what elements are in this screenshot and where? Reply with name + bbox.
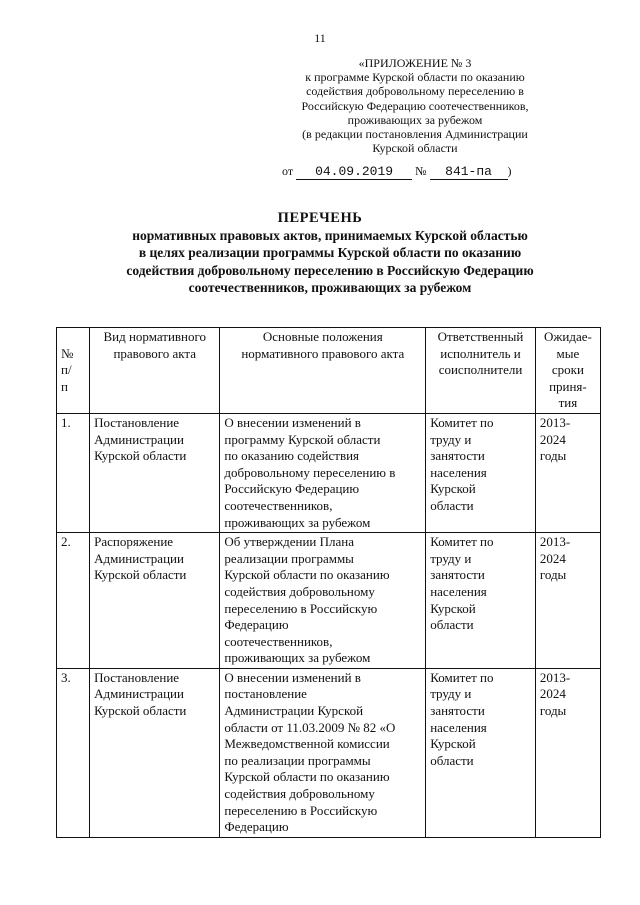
table-row — [57, 413, 601, 532]
row-resp-line: труду и — [430, 550, 472, 566]
row-main-line: Об утверждении Плана — [224, 534, 355, 550]
row-main-line: Администрации Курской — [224, 703, 364, 719]
row-resp-line: Курской — [430, 736, 476, 752]
row-main-line: Курской области по оказанию — [224, 769, 390, 785]
row-type — [90, 533, 220, 669]
header-type-line: правового акта — [113, 345, 197, 361]
row-resp-line: занятости — [430, 703, 485, 719]
row-main-line: реализации программы — [224, 550, 354, 566]
row-type-line: Постановление — [94, 414, 180, 430]
row-resp-line: Комитет по — [430, 414, 494, 430]
row-term — [535, 413, 600, 532]
appendix-line: к программе Курской области по оказанию — [305, 70, 525, 85]
header-term — [535, 328, 600, 414]
row-main-line: соотечественников, — [224, 633, 333, 649]
row-resp-line: области — [430, 497, 474, 513]
row-resp-line: области — [430, 752, 474, 768]
row-main-line: Межведомственной комиссии — [224, 736, 390, 752]
row-main-line: Российскую Федерацию — [224, 481, 360, 497]
header-resp-line: Ответственный — [437, 329, 524, 344]
row-num: 3. — [57, 668, 90, 837]
header-main-line: Основные положения — [262, 329, 383, 344]
row-main-line: программу Курской области — [224, 431, 381, 447]
row-main-line: проживающих за рубежом — [224, 514, 371, 530]
subtitle-line: в целях реализации программы Курской области по оказанию — [138, 245, 522, 261]
header-type-line: Вид нормативного — [103, 329, 207, 344]
row-main-line: соотечественников, — [224, 497, 333, 513]
header-term-line: приня- — [549, 378, 587, 394]
row-resp-line: Курской — [430, 600, 476, 616]
row-main-line: проживающих за рубежом — [224, 650, 371, 666]
row-resp-line: населения — [430, 719, 487, 735]
row-term — [535, 668, 600, 837]
row-resp-line: Комитет по — [430, 669, 494, 685]
subtitle-line: нормативных правовых актов, принимаемых Курской областью — [132, 228, 528, 243]
page-number: 11 — [314, 31, 326, 45]
header-type — [90, 328, 220, 414]
table-row — [57, 668, 601, 837]
header-term-line: мые — [556, 345, 580, 361]
row-type — [90, 413, 220, 532]
row-main-line: переселению в Российскую — [224, 600, 378, 616]
row-main — [220, 668, 426, 837]
row-main-line: О внесении изменений в — [224, 669, 361, 685]
row-main-line: Федерацию — [224, 617, 289, 633]
from-label: от — [282, 164, 294, 178]
row-num: 2. — [57, 533, 90, 669]
row-main-line: постановление — [224, 686, 307, 702]
document-title: ПЕРЕЧЕНЬ — [277, 210, 363, 226]
row-main-line: О внесении изменений в — [224, 414, 361, 430]
row-main-line: Курской области по оказанию — [224, 567, 390, 583]
subtitle-line: соотечественников, проживающих за рубежом — [188, 279, 472, 295]
appendix-header — [270, 56, 560, 155]
row-type — [90, 668, 220, 837]
row-resp-line: занятости — [430, 448, 485, 464]
row-type-line: Распоряжение — [94, 534, 174, 550]
appendix-line: (в редакции постановления Администрации — [302, 127, 528, 142]
table-header-row — [57, 328, 601, 414]
subtitle-line: содействия добровольному переселению в Российскую Федерацию — [126, 262, 534, 278]
header-num-line: п — [61, 378, 68, 394]
row-main — [220, 533, 426, 669]
row-main-line: добровольному переселению в — [224, 464, 396, 480]
row-resp-line: населения — [430, 464, 487, 480]
row-resp-line: населения — [430, 583, 487, 599]
row-type-line: Курской области — [94, 448, 187, 464]
row-term-line: 2024 — [539, 431, 566, 447]
row-type-line: Администрации — [94, 686, 184, 702]
row-main-line: по реализации программы — [224, 752, 371, 768]
number-label: № — [415, 164, 427, 178]
approval-line — [282, 164, 572, 180]
header-main — [220, 328, 426, 414]
row-main-line: содействия добровольному — [224, 583, 375, 599]
document-subtitle — [80, 227, 580, 296]
row-term-line: годы — [539, 567, 567, 583]
table-row — [57, 533, 601, 669]
row-main-line: по оказанию содействия — [224, 448, 360, 464]
row-resp — [426, 668, 536, 837]
row-main-line: Федерацию — [224, 819, 289, 835]
row-type-line: Администрации — [94, 431, 184, 447]
row-type-line: Курской области — [94, 567, 187, 583]
row-main-line: области от 11.03.2009 № 82 «О — [224, 719, 396, 735]
header-resp-line: соисполнители — [438, 362, 523, 378]
header-num-line: № — [61, 345, 74, 361]
row-term-line: 2024 — [539, 686, 566, 702]
row-main-line: содействия добровольному — [224, 786, 375, 802]
appendix-line: Российскую Федерацию соотечественников, — [301, 98, 529, 113]
header-num-line: п/ — [61, 362, 72, 378]
row-resp-line: Курской — [430, 481, 476, 497]
row-term-line: 2013- — [539, 669, 571, 685]
appendix-line: содействия добровольному переселению в — [306, 84, 524, 99]
acts-table — [56, 327, 601, 838]
row-term-line: 2013- — [539, 414, 571, 430]
header-term-line: тия — [558, 395, 578, 411]
approval-number: 841-па — [430, 165, 508, 180]
row-resp — [426, 413, 536, 532]
row-term-line: годы — [539, 448, 567, 464]
row-type-line: Курской области — [94, 703, 187, 719]
row-term-line: годы — [539, 703, 567, 719]
header-resp-line: исполнитель и — [440, 345, 521, 361]
row-term-line: 2013- — [539, 534, 571, 550]
row-type-line: Администрации — [94, 550, 184, 566]
header-num — [57, 328, 90, 414]
row-resp-line: труду и — [430, 686, 472, 702]
row-term — [535, 533, 600, 669]
header-term-line: сроки — [551, 362, 584, 378]
row-type-line: Постановление — [94, 669, 180, 685]
header-main-line: нормативного правового акта — [241, 345, 405, 361]
row-term-line: 2024 — [539, 550, 566, 566]
approval-date: 04.09.2019 — [296, 165, 412, 180]
row-num: 1. — [57, 413, 90, 532]
row-resp — [426, 533, 536, 669]
appendix-line: проживающих за рубежом — [347, 112, 483, 127]
row-main — [220, 413, 426, 532]
row-resp-line: труду и — [430, 431, 472, 447]
appendix-line: «ПРИЛОЖЕНИЕ № 3 — [358, 56, 472, 70]
row-main-line: переселению в Российскую — [224, 802, 378, 818]
closing-paren: ) — [507, 164, 512, 178]
header-resp — [426, 328, 536, 414]
header-term-line: Ожидае- — [544, 329, 592, 344]
appendix-line: Курской области — [372, 141, 458, 156]
row-resp-line: области — [430, 617, 474, 633]
row-resp-line: занятости — [430, 567, 485, 583]
row-resp-line: Комитет по — [430, 534, 494, 550]
